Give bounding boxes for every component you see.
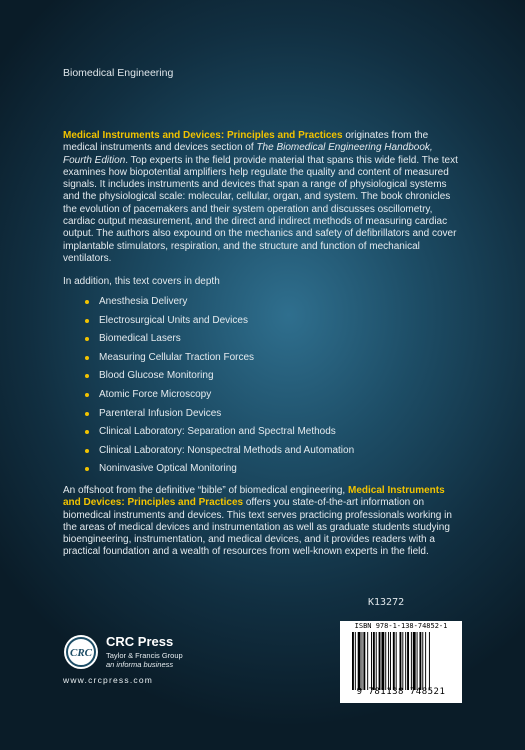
offshoot-paragraph	[63, 485, 463, 559]
publisher-tagline: an informa business	[106, 660, 174, 669]
book-title-highlight-2: Medical Instruments and Devices: Principles and Practices	[63, 485, 445, 509]
publisher-url: www.crcpress.com	[63, 675, 154, 685]
list-item: Atomic Force Microscopy	[85, 389, 354, 408]
book-title-highlight: Medical Instruments and Devices: Principles and Practices	[63, 130, 343, 141]
topics-list	[85, 296, 354, 482]
series-category: Biomedical Engineering	[63, 67, 174, 79]
offshoot-text-after: offers you state-of-the-art information on biomedical instruments and devices. This text serves practicing professionals working in the areas of medical devices and instrumentation as well as graduate students studying bioengineering, instrumentation, and medical devices, and it provides readers with a practical foundation and a wealth of resources from well-known experts in the field.	[63, 497, 452, 558]
product-code: K13272	[368, 597, 405, 608]
list-item: Measuring Cellular Traction Forces	[85, 352, 354, 371]
publisher-name: CRC Press	[106, 634, 174, 649]
list-item: Anesthesia Delivery	[85, 296, 354, 315]
barcode-digits: 9 781138 748521	[356, 687, 446, 697]
list-item: Biomedical Lasers	[85, 333, 354, 352]
isbn-text: ISBN 978-1-138-74852-1	[354, 622, 448, 630]
crc-press-logo	[63, 634, 99, 670]
list-item: Parenteral Infusion Devices	[85, 408, 354, 427]
topics-intro: In addition, this text covers in depth	[63, 276, 220, 287]
description-text-1: originates from the medical instruments and devices section of	[63, 130, 429, 154]
handbook-title: The Biomedical Engineering Handbook, Fourth Edition	[63, 142, 433, 166]
offshoot-text-before: An offshoot from the definitive “bible” of biomedical engineering,	[63, 485, 348, 496]
barcode-bars	[352, 632, 456, 690]
description-text-2: . Top experts in the field provide material that spans this wide field. The text examines how biopotential amplifiers help regulate the quality and content of measured signals. It includes instruments and devices that span a range of physiological systems and the physiological scale: molecular, cellular, organ, and system. The book chronicles the evolution of pacemakers and their system operation and discusses oscillometry, cardiac output measurement, and the direct and indirect methods of measuring cardiac output. The authors also expound on the mechanics and safety of defibrillators and cover implantable stimulators, respiration, and the structure and function of mechanical ventilators.	[63, 154, 458, 264]
description-paragraph	[63, 130, 463, 265]
list-item: Clinical Laboratory: Nonspectral Methods and Automation	[85, 445, 354, 464]
logo-text: CRC	[69, 647, 93, 659]
list-item: Clinical Laboratory: Separation and Spectral Methods	[85, 426, 354, 445]
list-item: Blood Glucose Monitoring	[85, 370, 354, 389]
list-item: Noninvasive Optical Monitoring	[85, 463, 354, 482]
isbn-barcode	[340, 621, 462, 703]
list-item: Electrosurgical Units and Devices	[85, 315, 354, 334]
publisher-group: Taylor & Francis Group	[106, 651, 183, 660]
